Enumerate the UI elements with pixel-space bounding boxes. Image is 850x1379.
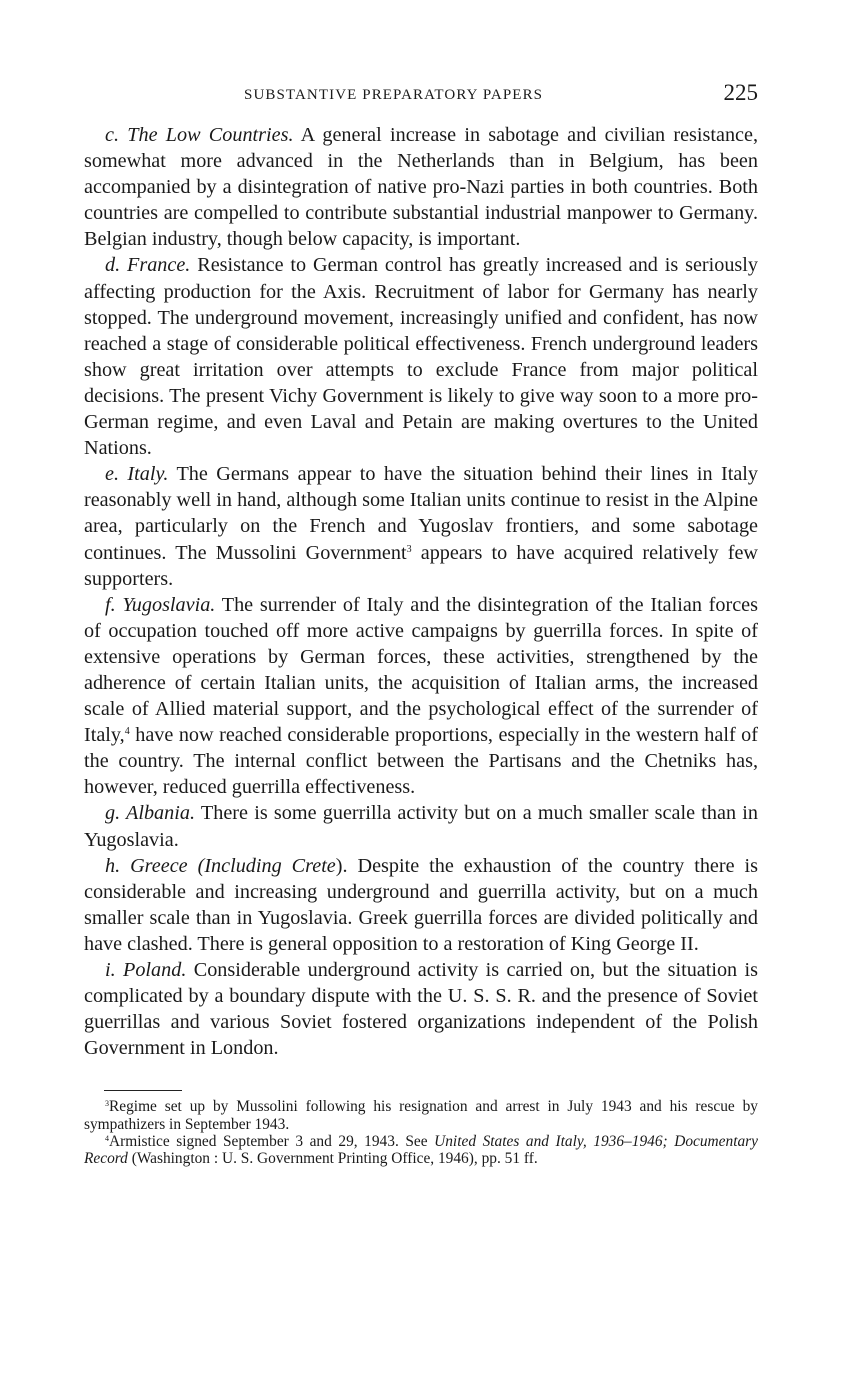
- section-heading: c. The Low Countries.: [105, 124, 294, 146]
- paragraph-low-countries: [84, 122, 758, 252]
- document-page: [84, 78, 758, 1168]
- paragraph-text-continued: have now reached considerable proportions, especially in the western half of the country. The internal conflict between the Partisans and the Chetniks has, however, reduced guerrilla effectiveness.: [84, 724, 758, 799]
- paragraph-france: [84, 252, 758, 461]
- section-heading: d. France.: [105, 254, 191, 277]
- section-heading: e. Italy.: [105, 463, 169, 486]
- footnote-text: Armistice signed September 3 and 29, 1943. See: [109, 1132, 435, 1150]
- cited-title: United States and Italy, 1936–1946; Documentary Record: [84, 1132, 758, 1168]
- paragraph-yugoslavia: [84, 592, 758, 801]
- footnote-divider: [104, 1090, 182, 1091]
- paragraph-text: The Germans appear to have the situation behind their lines in Italy reasonably well in hand, although some Italian units continue to resist in the Alpine area, particularly on the French and Yugoslav frontiers, and some sabotage continues. The Mussolini Government: [84, 463, 759, 564]
- footnote-reference: 4: [124, 726, 130, 738]
- footnote-marker: 4: [105, 1133, 109, 1143]
- section-heading-italic: Including Crete: [204, 854, 336, 877]
- paragraph-text: The surrender of Italy and the disintegration of the Italian forces of occupation touched off more active campaigns by guerrilla forces. In spite of extensive operations by German forces, these activities, strengthened by the adherence of certain Italian units, the acquisition of Italian arms, the increased scale of Allied material support, and the psychological effect of the surrender of Italy,: [84, 593, 758, 747]
- paragraph-text: Considerable underground activity is carried on, but the situation is complicated by a boundary dispute with the U. S. S. R. and the presence of Soviet guerrillas and various Soviet fostered organizations independent of the Polish Government in London.: [84, 959, 758, 1060]
- running-title: SUBSTANTIVE PREPARATORY PAPERS: [244, 87, 544, 103]
- page-number: 225: [723, 80, 758, 105]
- paragraph-greece: [84, 853, 758, 957]
- section-heading: g. Albania.: [105, 802, 195, 825]
- running-header: [84, 78, 758, 112]
- section-heading: h. Greece (: [105, 854, 205, 877]
- footnotes: [84, 1098, 758, 1167]
- footnote-text: Regime set up by Mussolini following his resignation and arrest in July 1943 and his rescue by sympathizers in September 1943.: [84, 1098, 758, 1133]
- paragraph-text: Resistance to German control has greatly increased and is seriously affecting production for the Axis. Recruitment of labor for Germany has nearly stopped. The underground movement, increasingly unified and confident, has now reached a stage of considerable political effectiveness. French underground leaders show great irritation over attempts to exclude France from major political decisions. The present Vichy Government is likely to give way soon to a more pro-German regime, and even Laval and Petain are making overtures to the United Nations.: [84, 254, 758, 460]
- paragraph-italy: [84, 461, 758, 591]
- body-text: [84, 122, 758, 1061]
- section-heading: f. Yugoslavia.: [105, 593, 216, 616]
- section-heading-close: ).: [335, 854, 348, 877]
- footnote: [84, 1133, 758, 1168]
- footnote-marker: 3: [105, 1099, 109, 1109]
- paragraph-text: There is some guerrilla activity but on a much smaller scale than in Yugoslavia.: [84, 802, 758, 851]
- footnote-reference: 3: [406, 543, 412, 555]
- paragraph-text-continued: appears to have acquired relatively few supporters.: [84, 541, 758, 590]
- footnote-text-continued: (Washington : U. S. Government Printing Office, 1946), pp. 51 ff.: [127, 1150, 538, 1168]
- paragraph-text: A general increase in sabotage and civilian resistance, somewhat more advanced in the Netherlands than in Belgium, has been accompanied by a disintegration of native pro-Nazi parties in both countries. Both countries are compelled to contribute substantial industrial manpower to Germany. Belgian industry, though below capacity, is important.: [84, 124, 758, 251]
- section-heading: i. Poland.: [105, 959, 187, 981]
- paragraph-albania: [84, 800, 758, 852]
- paragraph-text: Despite the exhaustion of the country there is considerable and increasing underground and guerrilla activity, but on a much smaller scale than in Yugoslavia. Greek guerrilla forces are divided politically and have clashed. There is general opposition to a restoration of King George II.: [84, 854, 759, 955]
- footnote: [84, 1098, 758, 1133]
- paragraph-poland: [84, 957, 758, 1061]
